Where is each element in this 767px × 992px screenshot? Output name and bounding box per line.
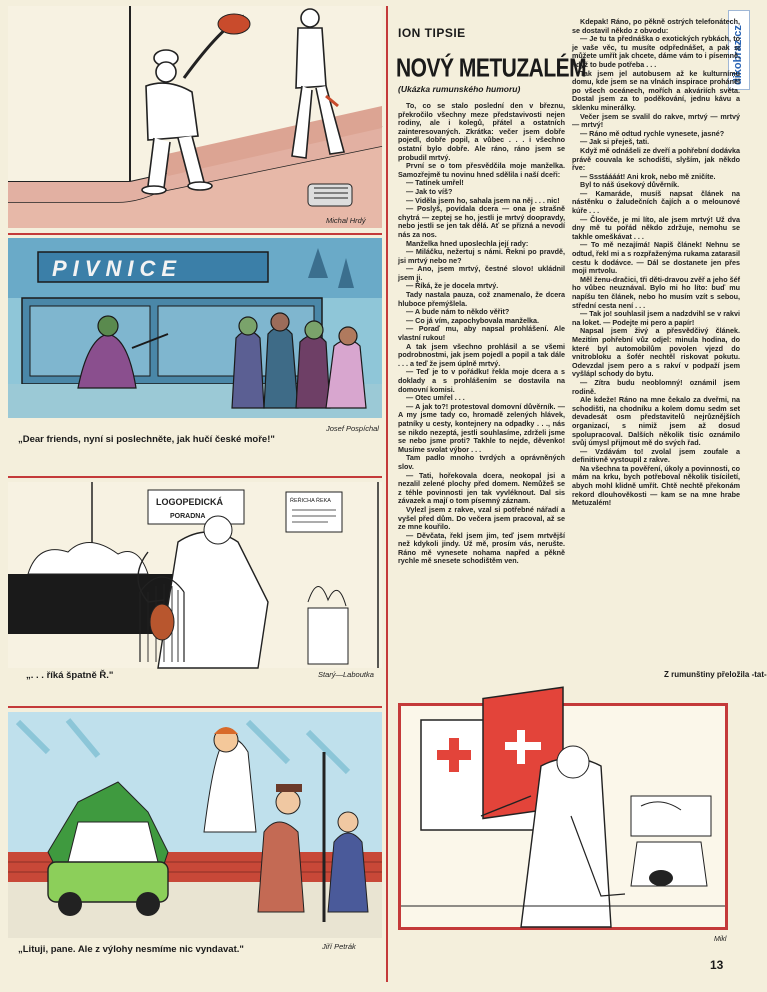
paragraph: — Vzdávám to! zvolal jsem zoufale a definitivně vystoupil z rakve.: [572, 446, 740, 465]
paragraph: Když mě odnášeli ze dveří a pohřební dodávka právě couvala ke schodišti, slyším, jak někdo řve:: [572, 145, 740, 173]
cartoon-author: Michal Hrdý: [326, 216, 366, 225]
page-number: 13: [710, 958, 724, 972]
paragraph: — Miláčku, nežertuj s námi. Řekni po pravdě, jsi mrtvý nebo ne?: [398, 247, 565, 265]
paragraph: — A jak to?! protestoval domovní důvěrník. — A my jsme tady co, hromadě zelených hlávek, patníky u cesty, kontejnery na odpadky . . ., nás se nikdo nezeptá, jestli souhlasíme, zdrželi jsme se nebo jsme proti? Takhle to nejde, děvenko! Musíme svolat výbor . . .: [398, 401, 565, 454]
paragraph: — Kamaráde, musíš napsat článek na nástěnku o žaludečních čajích a o melounové kúře . . .: [572, 188, 740, 216]
paragraph: — Je tu ta přednáška o exotických rybkách, to je vaše věc, tu musíte odpřednášet, a pak si můžete umřít jak chcete, dáme vám to i písemně, když to bude potřeba . . .: [572, 34, 740, 69]
paragraph: — To mě nezajímá! Napiš článek! Nehnu se odtud, řekl mi a s rozpřaženýma rukama zatarasil cestu k dodávce. — Dál se dostanete jen přes moji mrtvolu.: [572, 240, 740, 276]
cartoon-illustration-5: [401, 706, 725, 927]
cartoon-first-aid-cabinet: [398, 703, 728, 930]
cartoon-author: Mikl: [714, 936, 727, 943]
paragraph: Tady nastala pauza, což znamenalo, že dcera hluboce přemýšlela.: [398, 290, 565, 308]
paragraph: — Teď je to v pořádku! řekla moje dcera a s doklady a s prohlášením se dostavila na domovní komisi.: [398, 367, 565, 394]
column-divider: [386, 6, 388, 982]
cartoon-author: Starý—Laboutka: [318, 670, 374, 679]
paragraph: A tak jsem všechno prohlásil a se všemi podrobnostmi, jak jsem pojedl a popil a tak dále . . . a teď že jsem úplně mrtvý.: [398, 341, 565, 368]
paragraph: — Jak to víš?: [406, 186, 453, 196]
cartoon-author: Jiří Petrák: [322, 942, 356, 951]
paragraph: — Co já vím, zapochybovala manželka.: [406, 315, 540, 325]
paragraph: — Poslyš, povídala dcera — ona je strašně chytrá — zeptej se ho, jestli je mrtvý doopravdy, nebo jestli se jen tak dělá. Ať se přizná a nevodí nás za nos.: [398, 204, 565, 239]
paragraph: — Otec umřel . . .: [406, 393, 465, 403]
article-headline: NOVÝ METUZALÉM: [396, 54, 587, 83]
clinic-sign-line2: PORADNA: [170, 513, 206, 520]
poster-text: ŘEŘICHA ŘEKA: [290, 498, 331, 504]
article-column-2: [572, 18, 740, 658]
paragraph: — Člověče, je mi líto, ale jsem mrtvý! Už dva dny mě tu pořád někdo zdržuje, nemohu se takhle omeškávat . . .: [572, 214, 740, 241]
cartoon-author: Josef Pospíchal: [326, 424, 379, 433]
paragraph: Měl ženu-dračici, tři děti-dravou zvěř a jeho šéf ho vůbec neuznával. Bylo mi ho líto: buď mu napíšu ten článek, nebo ho musím vzít s sebou, střední cesta není . . .: [572, 274, 740, 310]
pub-sign-text: PIVNICE: [52, 256, 183, 281]
paragraph: Kdepak! Ráno, po pěkně ostrých telefonátech, se dostavil někdo z obvodu:: [572, 17, 740, 35]
red-separator: [8, 476, 382, 478]
article-author: ION TIPSIE: [398, 26, 466, 40]
paragraph: Tam padlo mnoho tvrdých a oprávněných slov.: [398, 453, 565, 471]
watermark-text: dikobraz.cz: [732, 25, 744, 85]
cartoon-speech-clinic: [8, 482, 382, 687]
paragraph: To, co se stalo poslední den v březnu, překročilo všechny meze představivosti nejen rodiny, ale i kolegů, přátel a ostatních zainteresovaných. Zkrátka: večer jsem dobře pojedl, dobře popil, a vůbec . . . i všechno ostatní bylo dobře. Ale ráno, ráno jsem se probudil mrtvý.: [398, 101, 565, 162]
paragraph: — Ráno mě odtud rychle vynesete, jasné?: [580, 128, 725, 138]
cartoon-illustration-2: [8, 238, 382, 418]
article-column-1: [398, 102, 565, 692]
paragraph: — A bude nám to někdo věřit?: [406, 307, 510, 317]
paragraph: — Viděla jsem ho, sahala jsem na něj . . . nic!: [406, 195, 560, 205]
cartoon-illustration-1: [8, 6, 382, 228]
paragraph: Byl to náš úsekový důvěrník.: [580, 180, 680, 190]
cartoon-man-with-club: [8, 6, 382, 228]
paragraph: První se o tom přesvědčila moje manželka. Samozřejmě tu novinu hned sdělila i naší dceři:: [398, 161, 565, 179]
paragraph: — Poraď mu, aby napsal prohlášení. Ale vlastní rukou!: [398, 324, 565, 343]
paragraph: — Zítra budu neoblomný! oznámil jsem rodině.: [572, 377, 740, 396]
cartoon-pub-scene: [8, 238, 382, 450]
paragraph: — Tak jo! souhlasil jsem a nadzdvihl se v rakvi na loket. — Podejte mi pero a papír!: [572, 309, 740, 327]
cartoon-caption: „. . . říká špatně Ř.": [26, 670, 114, 681]
cartoon-caption: „Dear friends, nyní si poslechněte, jak hučí české moře!": [18, 434, 275, 445]
paragraph: Napsal jsem živý a přesvědčivý článek. Mezitím pohřební vůz odjel: minula hodina, do které byl automobilům povolen vjezd do vnitrobloku a šofér nechtěl riskovat pokutu. Odevzdal jsem pero a s rakví v podpaží jsem vyšlápl schody do bytu.: [572, 326, 740, 379]
translator-credit: Z rumunštiny přeložila -tat-: [664, 670, 767, 679]
paragraph: — Říká, že je docela mrtvý.: [406, 281, 499, 291]
paragraph: — Jak si přeješ, tati.: [580, 137, 650, 147]
cartoon-illustration-3: [8, 482, 382, 668]
paragraph: Ale kdeže! Ráno na mne čekalo za dveřmi, na schodišti, na chodníku a kolem domu sedm set devadesát osm představitelů nejrůznějších organizací, s nimiž jsem až dosud spolupracoval. Dalších několik tisíc oznámilo svůj úmysl přijmout mě do svých řad.: [572, 395, 740, 448]
paragraph: — Ssstáááát! Ani krok, nebo mě zničíte.: [580, 171, 716, 181]
article: [394, 17, 767, 679]
paragraph: Na všechna ta pověření, úkoly a povinnosti, co mám na krku, bych potřeboval několik tisíciletí, abych mohl klidně umřít. Chtě nechtě překonám rekord dlouhověkosti — kam se na mne hrabe Metuzalém!: [572, 463, 740, 508]
cartoon-illustration-4: [8, 712, 382, 938]
article-subhead: (Ukázka rumunského humoru): [398, 84, 521, 94]
red-separator: [8, 706, 382, 708]
paragraph: Večer jsem se svalil do rakve, mrtvý — mrtvý — mrtvý!: [572, 111, 740, 130]
paragraph: — Ano, jsem mrtvý, čestné slovo! ukládnil jsem ji.: [398, 264, 565, 282]
paragraph: Vylezl jsem z rakve, vzal si potřebné nářadí a vyšel před dům. Do večera jsem pracoval, až se ze mne kouřilo.: [398, 504, 565, 532]
cartoon-caption: „Lituji, pane. Ale z výlohy nesmíme nic vyndavat.": [18, 944, 244, 955]
paragraph: Manželka hned uposlechla její rady:: [406, 238, 529, 248]
red-separator: [8, 233, 382, 235]
paragraph: Tak jsem jel autobusem až ke kulturnímu domu, kde jsem se na vlnách inspirace proháněl po všech oceánech, mořích a akváriích světa. Dostal jsem za to poděkování, jednu kávu a sklenku minerálky.: [572, 68, 740, 112]
cartoon-shop-window: [8, 712, 382, 974]
clinic-sign-line1: LOGOPEDICKÁ: [156, 497, 224, 507]
paragraph: — Tati, hořekovala dcera, neokopal jsi a nezalil zelené plochy před domem. Nemůžeš se z téhle povinnosti jen tak vyvléknout. Dal sis závazek a mají o tom písemný záznam.: [398, 470, 565, 506]
paragraph: — Děvčata, řekl jsem jim, teď jsem mrtvější než kdykoli jindy. Už mě, prosím vás, nerušte. Ráno mě vynesete nohama napřed a pěkně rychle mě snesete schodištěm ven.: [398, 530, 565, 566]
paragraph: — Tatínek umřel!: [406, 178, 464, 188]
